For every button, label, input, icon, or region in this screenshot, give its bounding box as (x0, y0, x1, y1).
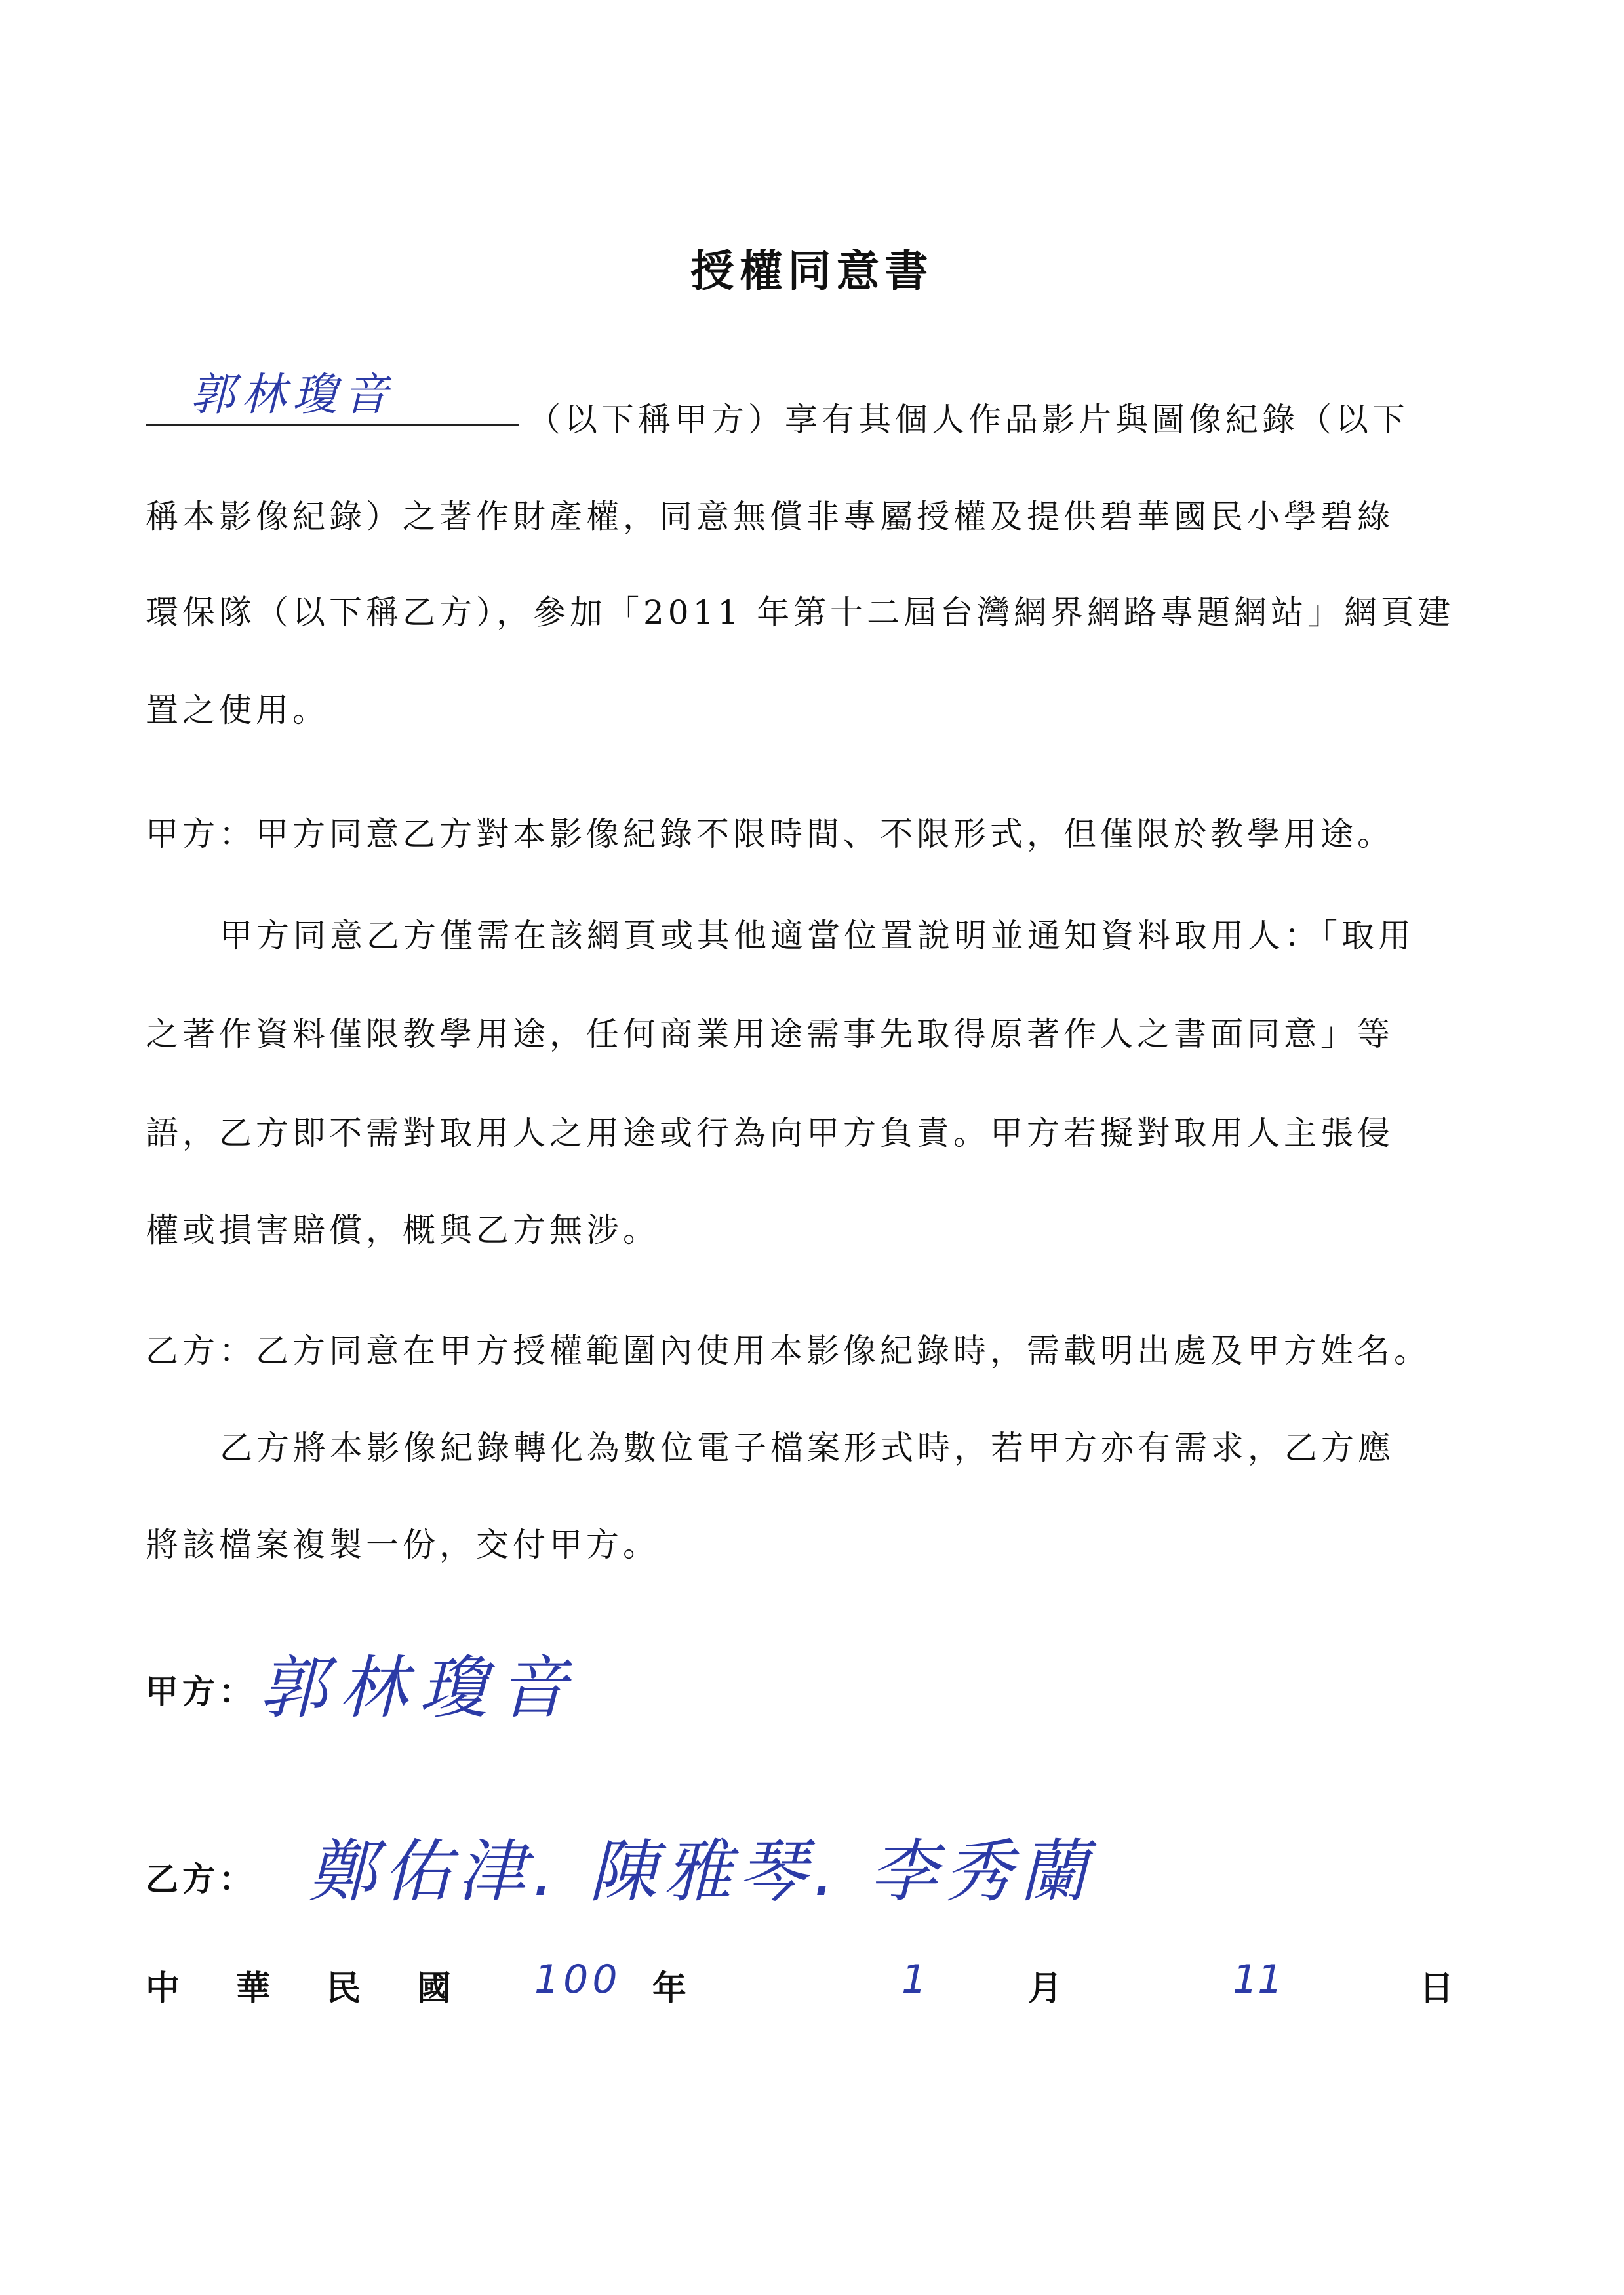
intro-line-3: 環保隊（以下稱乙方），參加「2011 年第十二屆台灣網界網路專題網站」網頁建 (146, 593, 1455, 631)
date-year-label: 年 (652, 1968, 687, 2008)
name-blank-line (146, 424, 519, 426)
intro-line-2: 稱本影像紀錄）之著作財產權，同意無償非專屬授權及提供碧華國民小學碧綠 (146, 498, 1394, 536)
party-b-label: 乙方： (146, 1860, 256, 1898)
date-era-char-1: 中 (146, 1968, 180, 2008)
date-day-label: 日 (1419, 1968, 1454, 2008)
document-title: 授權同意書 (690, 245, 934, 296)
clause-a-line-3: 之著作資料僅限教學用途，任何商業用途需事先取得原著作人之書面同意」等 (146, 1015, 1394, 1053)
clause-b-line-1: 乙方：乙方同意在甲方授權範圍內使用本影像紀錄時，需載明出處及甲方姓名。 (146, 1332, 1431, 1370)
intro-line-1: （以下稱甲方）享有其個人作品影片與圖像紀錄（以下 (528, 401, 1409, 439)
date-month-label: 月 (1028, 1968, 1063, 2008)
party-a-signature: 郭林瓊音 (259, 1648, 580, 1728)
date-month-value: 1 (901, 1957, 927, 2003)
date-era-char-3: 民 (327, 1968, 361, 2008)
date-era-char-4: 國 (417, 1968, 452, 2008)
clause-a-line-1: 甲方：甲方同意乙方對本影像紀錄不限時間、不限形式，但僅限於教學用途。 (146, 815, 1394, 853)
clause-a-line-5: 權或損害賠償，概與乙方無涉。 (146, 1211, 660, 1249)
party-a-name-handwritten: 郭林瓊音 (190, 369, 395, 421)
party-b-signature: 鄭佑津. 陳雅琴. 李秀蘭 (308, 1831, 1094, 1911)
date-year-value: 100 (534, 1957, 622, 2003)
clause-a-line-2: 甲方同意乙方僅需在該網頁或其他適當位置說明並通知資料取用人：「取用 (220, 917, 1415, 955)
clause-b-line-3: 將該檔案複製一份，交付甲方。 (146, 1526, 660, 1564)
party-a-label: 甲方： (146, 1672, 256, 1711)
clause-b-line-2: 乙方將本影像紀錄轉化為數位電子檔案形式時，若甲方亦有需求，乙方應 (220, 1429, 1395, 1467)
intro-line-4: 置之使用。 (146, 691, 329, 729)
date-day-value: 11 (1233, 1957, 1283, 2003)
date-era-char-2: 華 (236, 1968, 271, 2008)
clause-a-line-4: 語，乙方即不需對取用人之用途或行為向甲方負責。甲方若擬對取用人主張侵 (146, 1114, 1394, 1152)
